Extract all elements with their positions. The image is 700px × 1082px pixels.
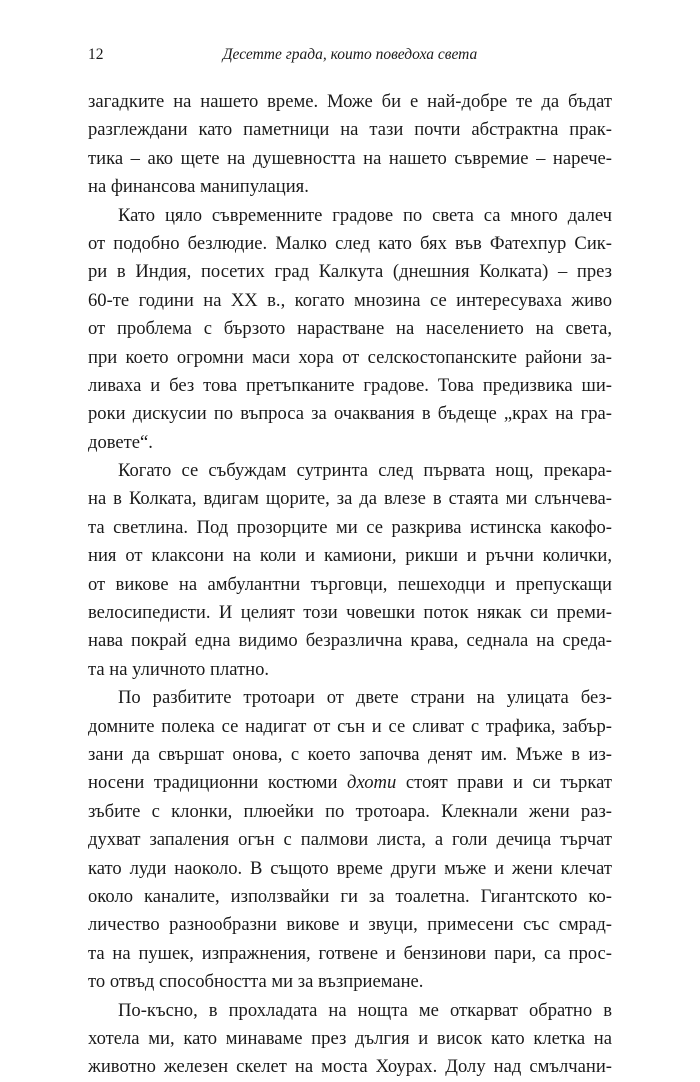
text-line: Като цяло съвременните градове по света са много далеч [118,204,612,226]
text-line-with-italic [88,769,612,797]
text-line: на финансова манипулация. [88,176,309,198]
text-segment: носени традиционни костюми [88,772,338,794]
text-line: от викове на амбулантни търговци, пешеходци и препускащи [88,573,612,595]
text-line: на в Колката, вдигам щорите, за да влезе в стаята ми слънчева- [88,488,612,510]
text-line: духват запаления огън с палмови листа, а голи дечица търчат [88,829,612,851]
text-line: зани да свършат онова, с което започва денят им. Мъже в из- [88,743,612,765]
text-line: то отвъд способността ми за възприемане. [88,971,424,993]
text-line: хотела ми, като минаваме през дългия и висок като клетка на [88,1027,612,1049]
running-title: Десетте града, които поведоха света [222,46,478,63]
body-text [88,88,612,1082]
text-line: ри в Индия, посетих град Калкута (днешния Колката) – през [88,261,612,283]
text-segment: стоят прави и си търкат [405,772,612,794]
text-line: довете“. [88,431,153,453]
text-line: ливаха и без това претъпканите градове. Това предизвика ши- [88,374,612,396]
text-line: По-късно, в прохладата на нощта ме откарват обратно в [118,999,612,1021]
text-line: като луди наоколо. В същото време други мъже и жени клечат [88,857,612,879]
text-line: роки дискусии по въпроса за очаквания в бъдеще „крах на гра- [88,403,612,425]
text-line: около каналите, използвайки ги за тоалетна. Гигантското ко- [88,885,612,907]
text-line: животно железен скелет на моста Хоурах. Долу над смълчани- [88,1056,612,1078]
text-line: Когато се събуждам сутринта след първата нощ, прекара- [118,460,612,482]
text-line: та светлина. Под прозорците ми се разкрива истинска какофо- [88,516,612,538]
text-line: По разбитите тротоари от двете страни на улицата без- [118,687,612,709]
text-line: та на уличното платно. [88,658,270,680]
text-line: нава покрай една видимо безразлична крава, седнала на среда- [88,630,612,652]
text-line: от подобно безлюдие. Малко след като бях във Фатехпур Сик- [88,232,612,254]
page-header [88,46,612,70]
text-line: та на пушек, изпражнения, готвене и бензинови пари, са прос- [88,942,612,964]
text-line: загадките на нашето време. Може би е най-добре те да бъдат [88,91,612,112]
text-line: личество разнообразни викове и звуци, примесени със смрад- [88,914,612,936]
italic-term: дхоти [347,772,397,794]
text-line: зъбите с клонки, плюейки по тротоара. Клекнали жени раз- [88,800,612,822]
text-line: от проблема с бързото нарастване на населението на света, [88,318,612,340]
text-line: велосипедисти. И целият този човешки поток някак си преми- [88,602,612,624]
text-line: 60-те години на XX в., когато мнозина се интересуваха живо [88,289,612,311]
text-line: ния от клаксони на коли и камиони, рикши и ръчни колички, [88,545,612,567]
page-number: 12 [88,46,104,63]
text-line: тика – ако щете на душевността на нашето съвремие – нарече- [88,147,612,169]
text-line: разглеждани като паметници на тази почти абстрактна прак- [88,119,612,141]
text-line: при което огромни маси хора от селскостопанските райони за- [88,346,612,368]
text-line: домните полека се надигат от сън и се сливат с трафика, забър- [88,715,612,737]
